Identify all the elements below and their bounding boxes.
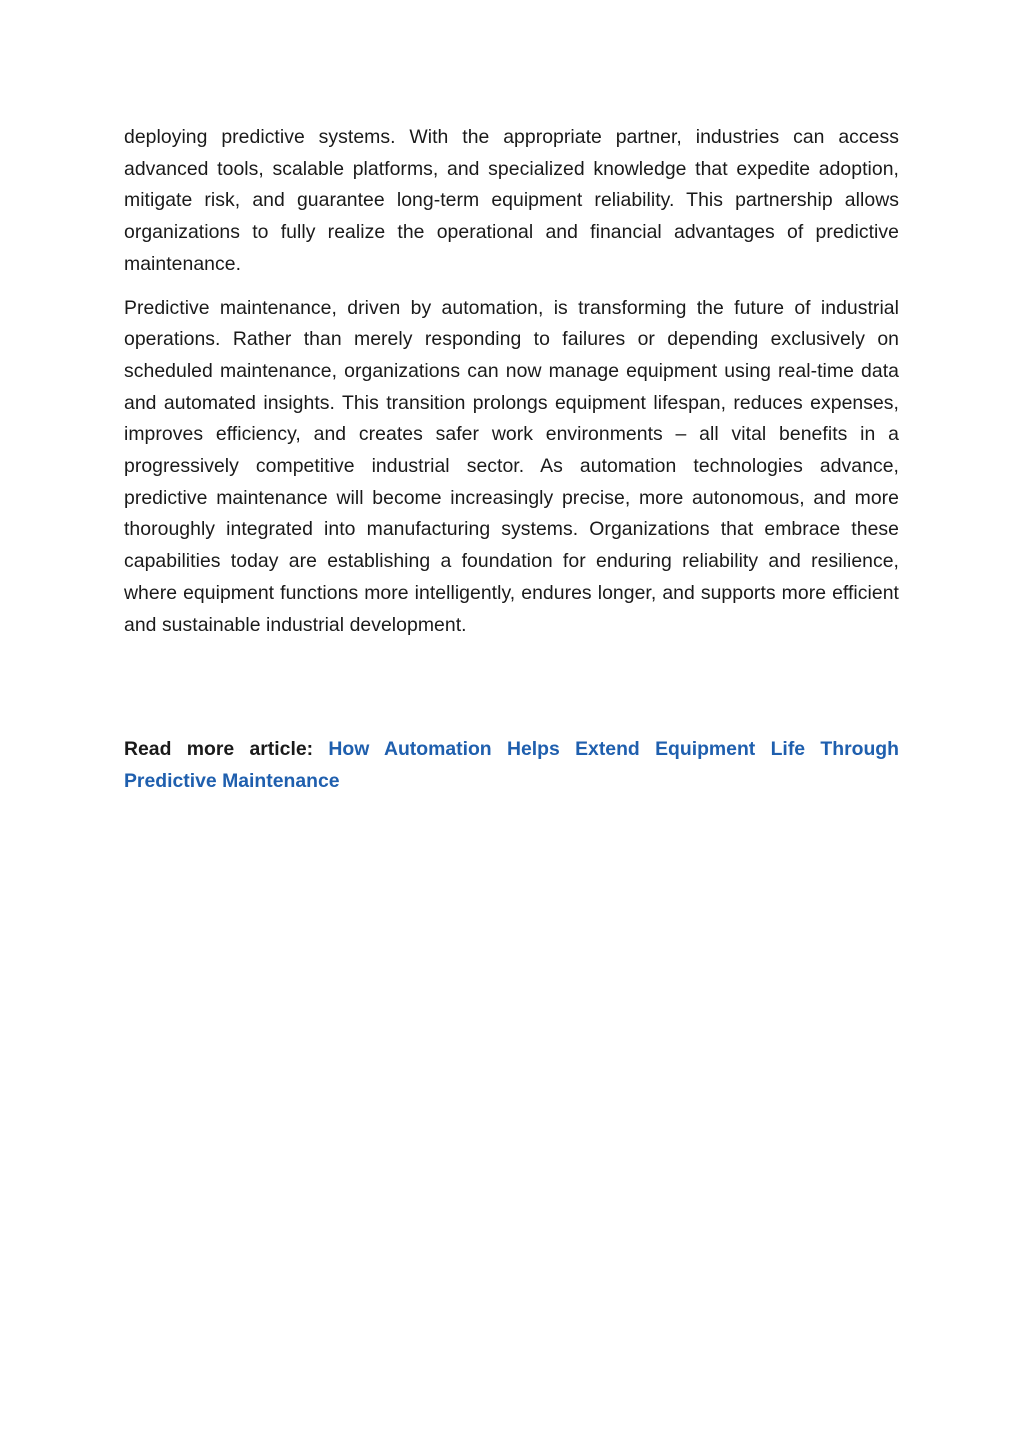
article-body (124, 122, 899, 641)
body-paragraph-2: Predictive maintenance, driven by automation, is transforming the future of industrial operations. Rather than merely responding to failures or depending exclusively on scheduled maintenance, organizations can now manage equipment using real-time data and automated insights. This transition prolongs equipment lifespan, reduces expenses, improves efficiency, and creates safer work environments – all vital benefits in a progressively competitive industrial sector. As automation technologies advance, predictive maintenance will become increasingly precise, more autonomous, and more thoroughly integrated into manufacturing systems. Organizations that embrace these capabilities today are establishing a foundation for enduring reliability and resilience, where equipment functions more intelligently, endures longer, and supports more efficient and sustainable industrial development. (124, 296, 899, 636)
read-more-label: Read more article: (124, 738, 314, 760)
body-paragraph-1: deploying predictive systems. With the appropriate partner, industries can access advanced tools, scalable platforms, and specialized knowledge that expedite adoption, mitigate risk, and guarantee long-term equipment reliability. This partnership allows organizations to fully realize the operational and financial advantages of predictive maintenance. (124, 126, 899, 275)
read-more-article-link[interactable]: How Automation Helps Extend Equipment Life Through Predictive Maintenance (124, 738, 899, 792)
read-more-line (124, 734, 899, 797)
